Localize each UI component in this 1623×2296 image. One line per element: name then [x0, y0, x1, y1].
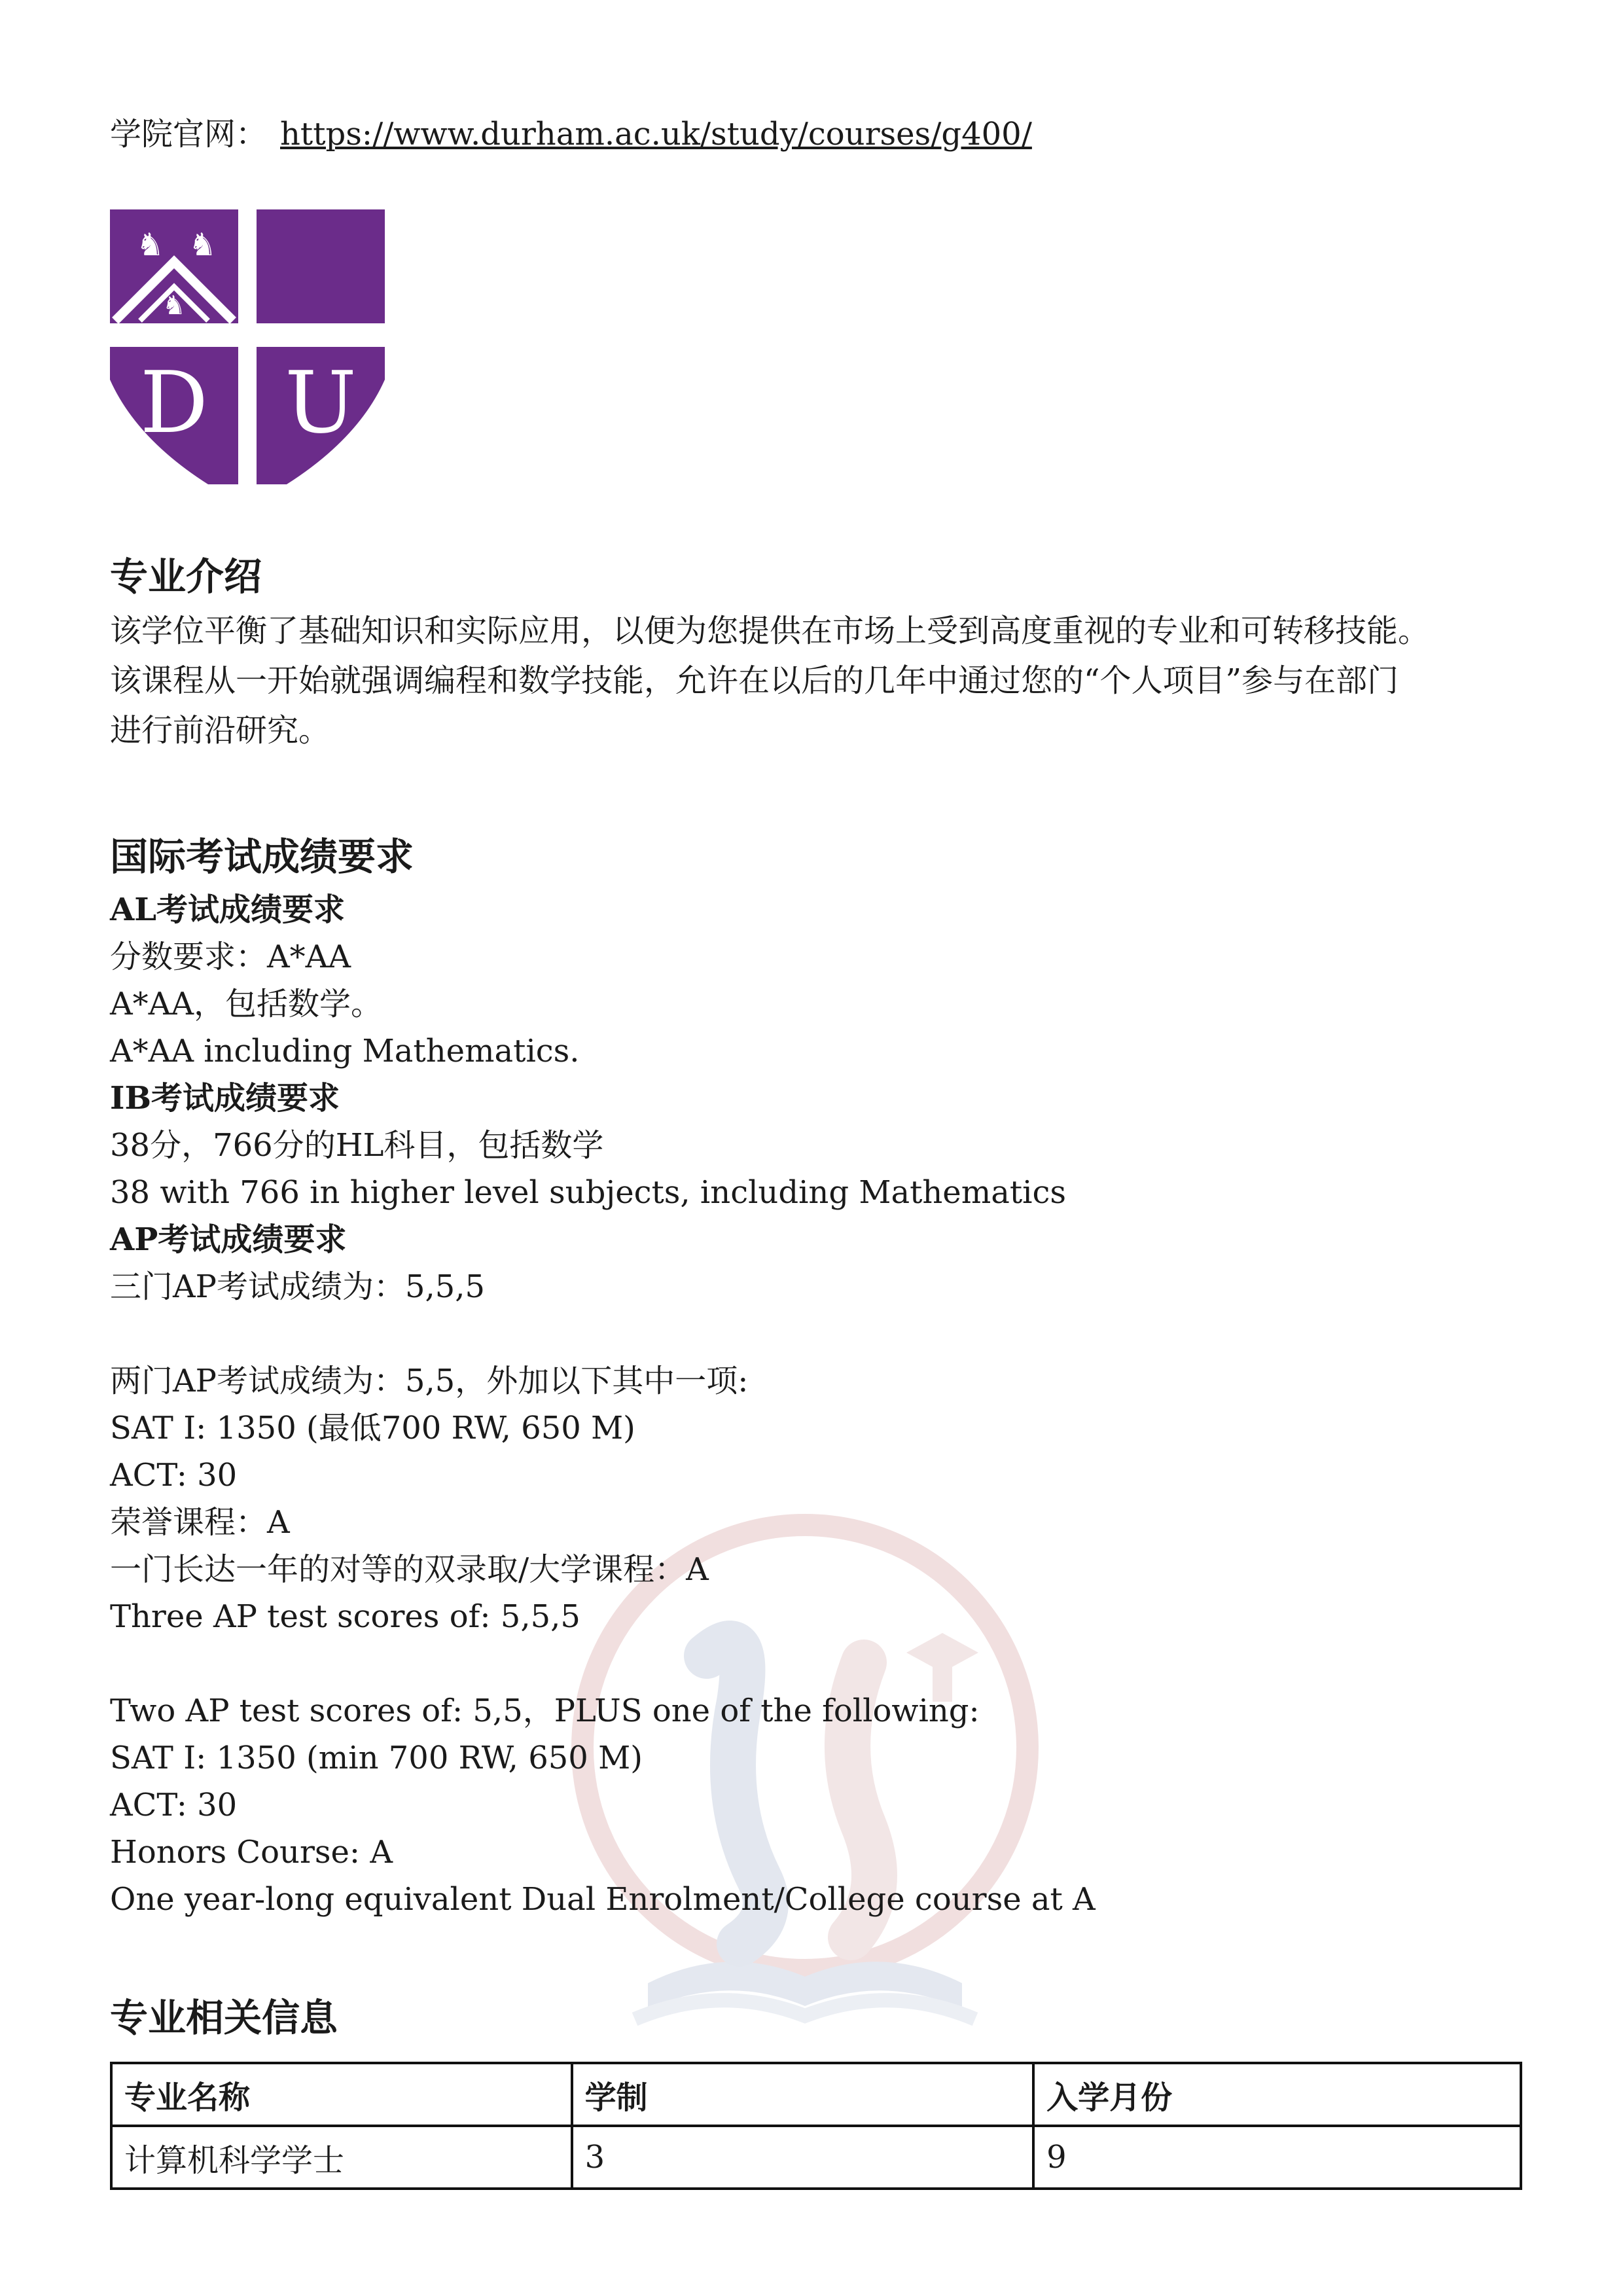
website-line	[110, 98, 1524, 170]
intro-line: 该课程从一开始就强调编程和数学技能，允许在以后的几年中通过您的“个人项目”参与在部门	[110, 662, 1399, 699]
ap-line: Three AP test scores of: 5,5,5	[110, 1598, 580, 1635]
lion-icon: ♞	[136, 226, 165, 263]
exam-requirements-section	[110, 827, 1524, 1923]
durham-university-logo	[110, 209, 385, 484]
logo-letter-right: U	[285, 353, 357, 452]
blank-line	[110, 1310, 1524, 1357]
intro-section	[110, 547, 1524, 755]
content	[110, 98, 1524, 2190]
table-header-row	[111, 2063, 1521, 2126]
blank-line	[110, 1640, 1524, 1687]
ap-line: ACT: 30	[110, 1457, 238, 1494]
table-cell: 9	[1033, 2126, 1521, 2189]
ap-line: 三门AP考试成绩为：5,5,5	[110, 1268, 486, 1305]
table-header-cell: 专业名称	[111, 2063, 572, 2126]
program-info-table	[110, 2062, 1522, 2190]
ap-line: 荣誉课程：A	[110, 1504, 290, 1541]
lion-icon: ♞	[188, 226, 217, 263]
ib-title: IB考试成绩要求	[110, 1080, 340, 1117]
logo-letter-left: D	[139, 353, 209, 452]
ap-line: SAT I: 1350 (最低700 RW, 650 M)	[110, 1410, 635, 1446]
al-title: AL考试成绩要求	[110, 891, 345, 928]
exams-title: 国际考试成绩要求	[110, 834, 414, 879]
intro-line: 进行前沿研究。	[110, 712, 330, 749]
table-cell: 3	[572, 2126, 1033, 2189]
ap-line: 一门长达一年的对等的双录取/大学课程：A	[110, 1551, 709, 1588]
al-line: A*AA including Mathematics.	[110, 1033, 580, 1069]
ap-line: Two AP test scores of: 5,5，PLUS one of the following:	[110, 1693, 980, 1729]
intro-title: 专业介绍	[110, 554, 262, 599]
ib-line: 38分，766分的HL科目，包括数学	[110, 1127, 604, 1164]
ap-line: ACT: 30	[110, 1787, 238, 1823]
ib-line: 38 with 766 in higher level subjects, including Mathematics	[110, 1174, 1066, 1211]
info-title: 专业相关信息	[110, 1996, 338, 2040]
table-cell: 计算机科学学士	[111, 2126, 572, 2189]
intro-line: 该学位平衡了基础知识和实际应用，以便为您提供在市场上受到高度重视的专业和可转移技能。	[110, 613, 1430, 649]
lion-icon: ♞	[162, 291, 186, 321]
al-line: 分数要求：A*AA	[110, 939, 351, 975]
ap-line: Honors Course: A	[110, 1834, 393, 1871]
website-label: 学院官网：	[110, 116, 268, 152]
program-info-section	[110, 1988, 1524, 2190]
ap-line: 两门AP考试成绩为：5,5，外加以下其中一项:	[110, 1363, 749, 1399]
table-row	[111, 2126, 1521, 2189]
website-link[interactable]: https://www.durham.ac.uk/study/courses/g400/	[280, 116, 1032, 152]
ap-title: AP考试成绩要求	[110, 1221, 347, 1258]
al-line: A*AA，包括数学。	[110, 986, 382, 1022]
table-header-cell: 学制	[572, 2063, 1033, 2126]
ap-line: One year-long equivalent Dual Enrolment/College course at A	[110, 1881, 1096, 1918]
ap-line: SAT I: 1350 (min 700 RW, 650 M)	[110, 1740, 643, 1776]
table-header-cell: 入学月份	[1033, 2063, 1521, 2126]
